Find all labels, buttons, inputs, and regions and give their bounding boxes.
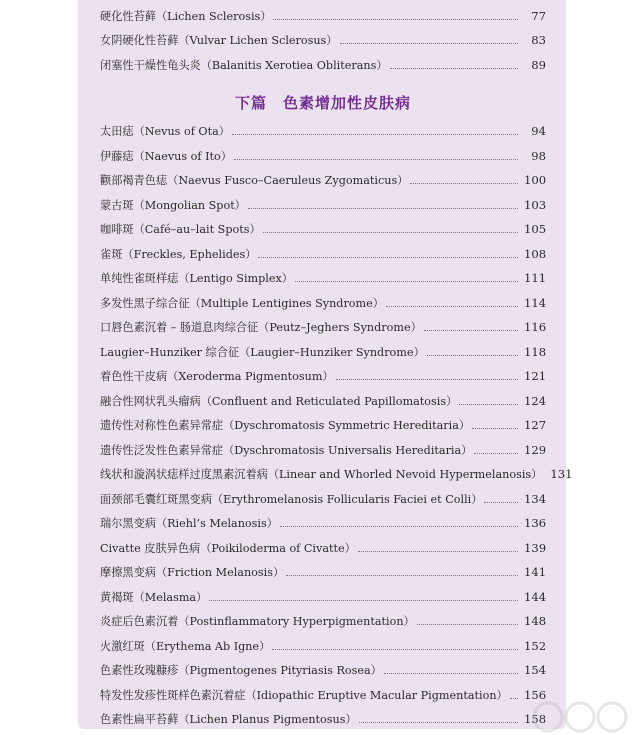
toc-entry-title: 融合性网状乳头瘤病（Confluent and Reticulated Papillomatosis） (100, 394, 458, 408)
toc-entry[interactable] (100, 315, 546, 339)
dot-leader (459, 403, 518, 405)
toc-entry-title: 色素性扁平苔藓（Lichen Planus Pigmentosus） (100, 713, 357, 726)
toc-entry[interactable] (100, 28, 546, 52)
toc-entry-page: 118 (524, 344, 547, 359)
toc-entry-page: 141 (524, 565, 547, 579)
toc-entry-title: 面颈部毛囊红斑黑变病（Erythromelanosis Follicularis Faciei et Colli） (100, 492, 483, 506)
toc-entry-page: 98 (531, 148, 546, 163)
toc-entry-title: 硬化性苔藓（Lichen Sclerosis） (100, 10, 272, 23)
toc-entry-title: 遗传性对称性色素异常症（Dyschromatosis Symmetric Hereditaria） (100, 419, 471, 432)
toc-entry-title: 闭塞性干燥性龟头炎（Balanitis Xerotiea Obliterans） (100, 59, 388, 72)
toc-entry-page: 121 (524, 369, 547, 383)
dot-leader (410, 182, 518, 184)
toc-entry-page: 77 (531, 9, 546, 23)
toc-entry[interactable] (100, 217, 546, 241)
toc-entry[interactable] (100, 168, 546, 192)
toc-entry[interactable] (100, 462, 573, 486)
dot-leader (336, 378, 518, 380)
toc-entry-title: Civatte 皮肤异色病（Poikiloderma of Civatte） (100, 541, 356, 555)
dot-leader (474, 452, 518, 454)
toc-entry[interactable] (100, 707, 546, 731)
dot-leader (286, 574, 518, 576)
toc-entry-page: 108 (524, 246, 547, 261)
dot-leader (390, 67, 518, 69)
toc-entry-page: 105 (524, 222, 547, 236)
dot-leader (273, 18, 518, 20)
dot-leader (427, 354, 518, 356)
toc-entry[interactable] (100, 340, 546, 364)
dot-leader (295, 280, 518, 282)
dot-leader (248, 207, 518, 209)
dot-leader (510, 697, 518, 699)
toc-entry-page: 148 (524, 614, 547, 628)
toc-entry[interactable] (100, 266, 546, 290)
dot-leader (472, 427, 518, 429)
watermark-logo (518, 695, 640, 735)
toc-entry[interactable] (100, 487, 546, 511)
toc-entry[interactable] (100, 291, 546, 315)
toc-entry-page: 124 (524, 393, 547, 408)
toc-entry[interactable] (100, 536, 546, 560)
toc-entry-page: 100 (524, 173, 547, 187)
toc-entry-title: 蒙古斑（Mongolian Spot） (100, 198, 246, 212)
dot-leader (358, 550, 518, 552)
dot-leader (258, 256, 518, 258)
toc-entry-title: 单纯性雀斑样痣（Lentigo Simplex） (100, 272, 293, 285)
toc-entry-page: 94 (531, 124, 546, 138)
toc-entry[interactable] (100, 560, 546, 584)
toc-entry-title: 瑞尔黑变病（Riehl’s Melanosis） (100, 517, 278, 530)
section-part: 下篇 (234, 94, 267, 112)
toc-entry[interactable] (100, 119, 546, 143)
toc-entry[interactable] (100, 413, 546, 437)
toc-entry[interactable] (100, 609, 546, 633)
toc-entry[interactable] (100, 389, 546, 413)
toc-entry[interactable] (100, 585, 546, 609)
dot-leader (280, 525, 518, 527)
toc-entry-page: 154 (524, 663, 547, 677)
dot-leader (424, 329, 518, 331)
toc-entry[interactable] (100, 4, 546, 28)
toc-entry-page: 116 (524, 320, 547, 334)
toc-entry-title: 女阴硬化性苔藓（Vulvar Lichen Sclerosus） (100, 34, 338, 47)
toc-entry-page: 134 (524, 491, 547, 506)
toc-entry-page: 89 (531, 58, 546, 72)
dot-leader (232, 133, 518, 135)
toc-entry-page: 83 (531, 33, 546, 47)
toc-entry-page: 136 (524, 516, 547, 530)
toc-entry[interactable] (100, 511, 546, 535)
toc-entry-title: 火激红斑（Erythema Ab Igne） (100, 639, 271, 653)
dot-leader (234, 158, 518, 160)
toc-entry-page: 129 (524, 442, 547, 457)
toc-entry-title: 颧部褐青色痣（Naevus Fusco–Caeruleus Zygomaticus） (100, 174, 409, 187)
dot-leader (384, 672, 518, 674)
toc-entry[interactable] (100, 634, 546, 658)
toc-entry-page: 144 (524, 589, 547, 604)
toc-entry-title: 摩擦黑变病（Friction Melanosis） (100, 566, 285, 579)
toc-entry-title: 咖啡斑（Café–au–lait Spots） (100, 223, 261, 236)
toc-entry[interactable] (100, 364, 546, 388)
toc-entry-title: 特发性发疹性斑样色素沉着症（Idiopathic Eruptive Macular Pigmentation） (100, 688, 508, 702)
toc-entry-title: 炎症后色素沉着（Postinflammatory Hyperpigmentation） (100, 615, 415, 628)
toc-entry[interactable] (100, 53, 546, 77)
toc-entry-title: 黄褐斑（Melasma） (100, 590, 208, 604)
toc-entry[interactable] (100, 193, 546, 217)
dot-leader (359, 721, 518, 723)
toc-entry[interactable] (100, 144, 546, 168)
toc-entry-title: 色素性玫瑰糠疹（Pigmentogenes Pityriasis Rosea） (100, 664, 382, 677)
toc-entry-page: 139 (524, 540, 547, 555)
dot-leader (386, 305, 518, 307)
section-title: 色素增加性皮肤病 (283, 94, 412, 112)
dot-leader (484, 501, 518, 503)
toc-entry[interactable] (100, 683, 546, 707)
toc-entry-title: 雀斑（Freckles, Ephelides） (100, 247, 257, 261)
toc-entry[interactable] (100, 658, 546, 682)
section-heading (100, 92, 546, 113)
dot-leader (209, 599, 518, 601)
toc-entry-title: 伊藤痣（Naevus of Ito） (100, 149, 232, 163)
toc-entry-page: 111 (524, 271, 547, 285)
dot-leader (340, 42, 519, 44)
toc-entry[interactable] (100, 242, 546, 266)
toc-entry[interactable] (100, 438, 546, 462)
toc-entry-title: 多发性黑子综合征（Multiple Lentigines Syndrome） (100, 296, 384, 310)
dot-leader (263, 231, 518, 233)
dot-leader (417, 623, 518, 625)
toc-entry-page: 114 (524, 295, 547, 310)
toc-entry-page: 127 (524, 418, 547, 432)
dot-leader (272, 648, 518, 650)
toc-entry-title: 口唇色素沉着 – 肠道息肉综合征（Peutz–Jeghers Syndrome） (100, 321, 422, 334)
toc-entry-title: 太田痣（Nevus of Ota） (100, 125, 230, 138)
toc-entry-title: 线状和漩涡状痣样过度黑素沉着病（Linear and Whorled Nevoid Hypermelanosis） (100, 468, 543, 481)
toc-entry-page: 158 (524, 712, 547, 726)
toc-entry-title: Laugier–Hunziker 综合征（Laugier–Hunziker Syndrome） (100, 345, 425, 359)
toc-entry-page: 103 (524, 197, 547, 212)
toc-entry-title: 遗传性泛发性色素异常症（Dyschromatosis Universalis Hereditaria） (100, 443, 473, 457)
toc-entry-page: 131 (550, 467, 573, 481)
toc-entry-page: 156 (524, 687, 547, 702)
toc-entry-page: 152 (524, 638, 547, 653)
toc-entry-title: 着色性干皮病（Xeroderma Pigmentosum） (100, 370, 334, 383)
